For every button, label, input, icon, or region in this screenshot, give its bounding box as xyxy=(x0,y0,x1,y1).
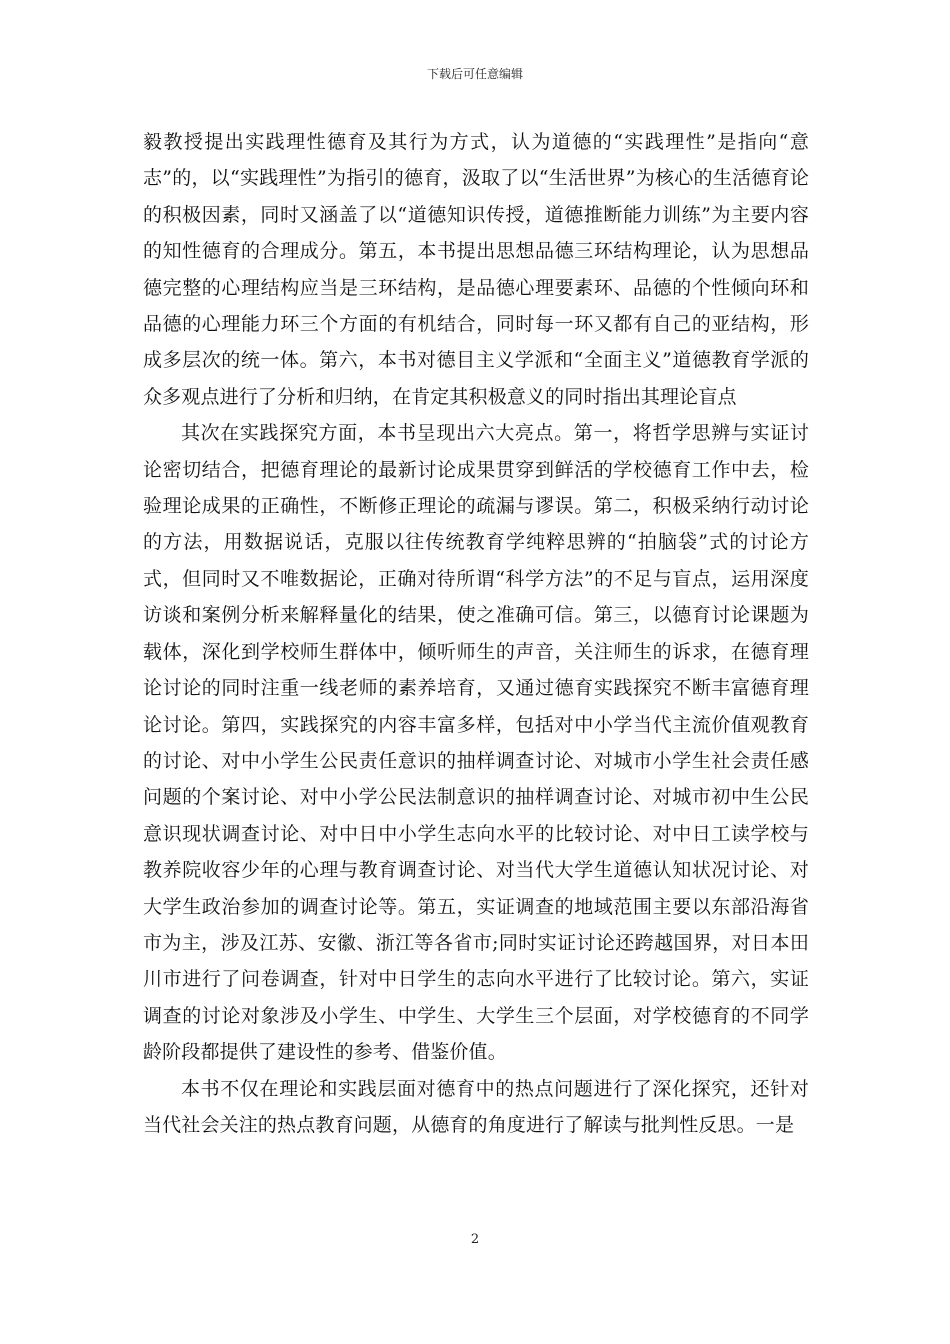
page-number: 2 xyxy=(470,1232,480,1247)
paragraph-practice-highlights: 其次在实践探究方面，本书呈现出六大亮点。第一，将哲学思辨与实证讨论密切结合，把德育理论的最新讨论成果贯穿到鲜活的学校德育工作中去，检验理论成果的正确性，不断修正理论的疏漏与谬误。第二，积极采纳行动讨论的方法，用数据说话，克服以往传统教育学纯粹思辨的“拍脑袋”式的讨论方式，但同时又不唯数据论，正确对待所谓“科学方法”的不足与盲点，运用深度访谈和案例分析来解释量化的结果，使之准确可信。第三，以德育讨论课题为载体，深化到学校师生群体中，倾听师生的声音，关注师生的诉求，在德育理论讨论的同时注重一线老师的素养培育，又通过德育实践探究不断丰富德育理论讨论。第四，实践探究的内容丰富多样，包括对中小学当代主流价值观教育的讨论、对中小学生公民责任意识的抽样调查讨论、对城市小学生社会责任感问题的个案讨论、对中小学公民法制意识的抽样调查讨论、对城市初中生公民意识现状调查讨论、对中日中小学生志向水平的比较讨论、对中日工读学校与教养院收容少年的心理与教育调查讨论、对当代大学生道德认知状况讨论、对大学生政治参加的调查讨论等。第五，实证调查的地域范围主要以东部沿海省市为主，涉及江苏、安徽、浙江等各省市;同时实证讨论还跨越国界，对日本田川市进行了问卷调查，针对中日学生的志向水平进行了比较讨论。第六，实证调查的讨论对象涉及小学生、中学生、大学生三个层面，对学校德育的不同学龄阶段都提供了建设性的参考、借鉴价值。 xyxy=(143,422,809,1064)
paragraph-hot-issues: 本书不仅在理论和实践层面对德育中的热点问题进行了深化探究，还针对当代社会关注的热点教育问题，从德育的角度进行了解读与批判性反思。一是 xyxy=(143,1077,809,1136)
page-header: 下载后可任意编辑 xyxy=(426,67,523,81)
document-body xyxy=(143,124,809,1143)
paragraph-theory-continued: 毅教授提出实践理性德育及其行为方式，认为道德的“实践理性”是指向“意志”的，以“实践理性”为指引的德育，汲取了以“生活世界”为核心的生活德育论的积极因素，同时又涵盖了以“道德知识传授，道德推断能力训练”为主要内容的知性德育的合理成分。第五，本书提出思想品德三环结构理论，认为思想品德完整的心理结构应当是三环结构，是品德心理要素环、品德的个性倾向环和品德的心理能力环三个方面的有机结合，同时每一环又都有自己的亚结构，形成多层次的统一体。第六，本书对德目主义学派和“全面主义”道德教育学派的众多观点进行了分析和归纳，在肯定其积极意义的同时指出其理论盲点 xyxy=(143,131,809,408)
